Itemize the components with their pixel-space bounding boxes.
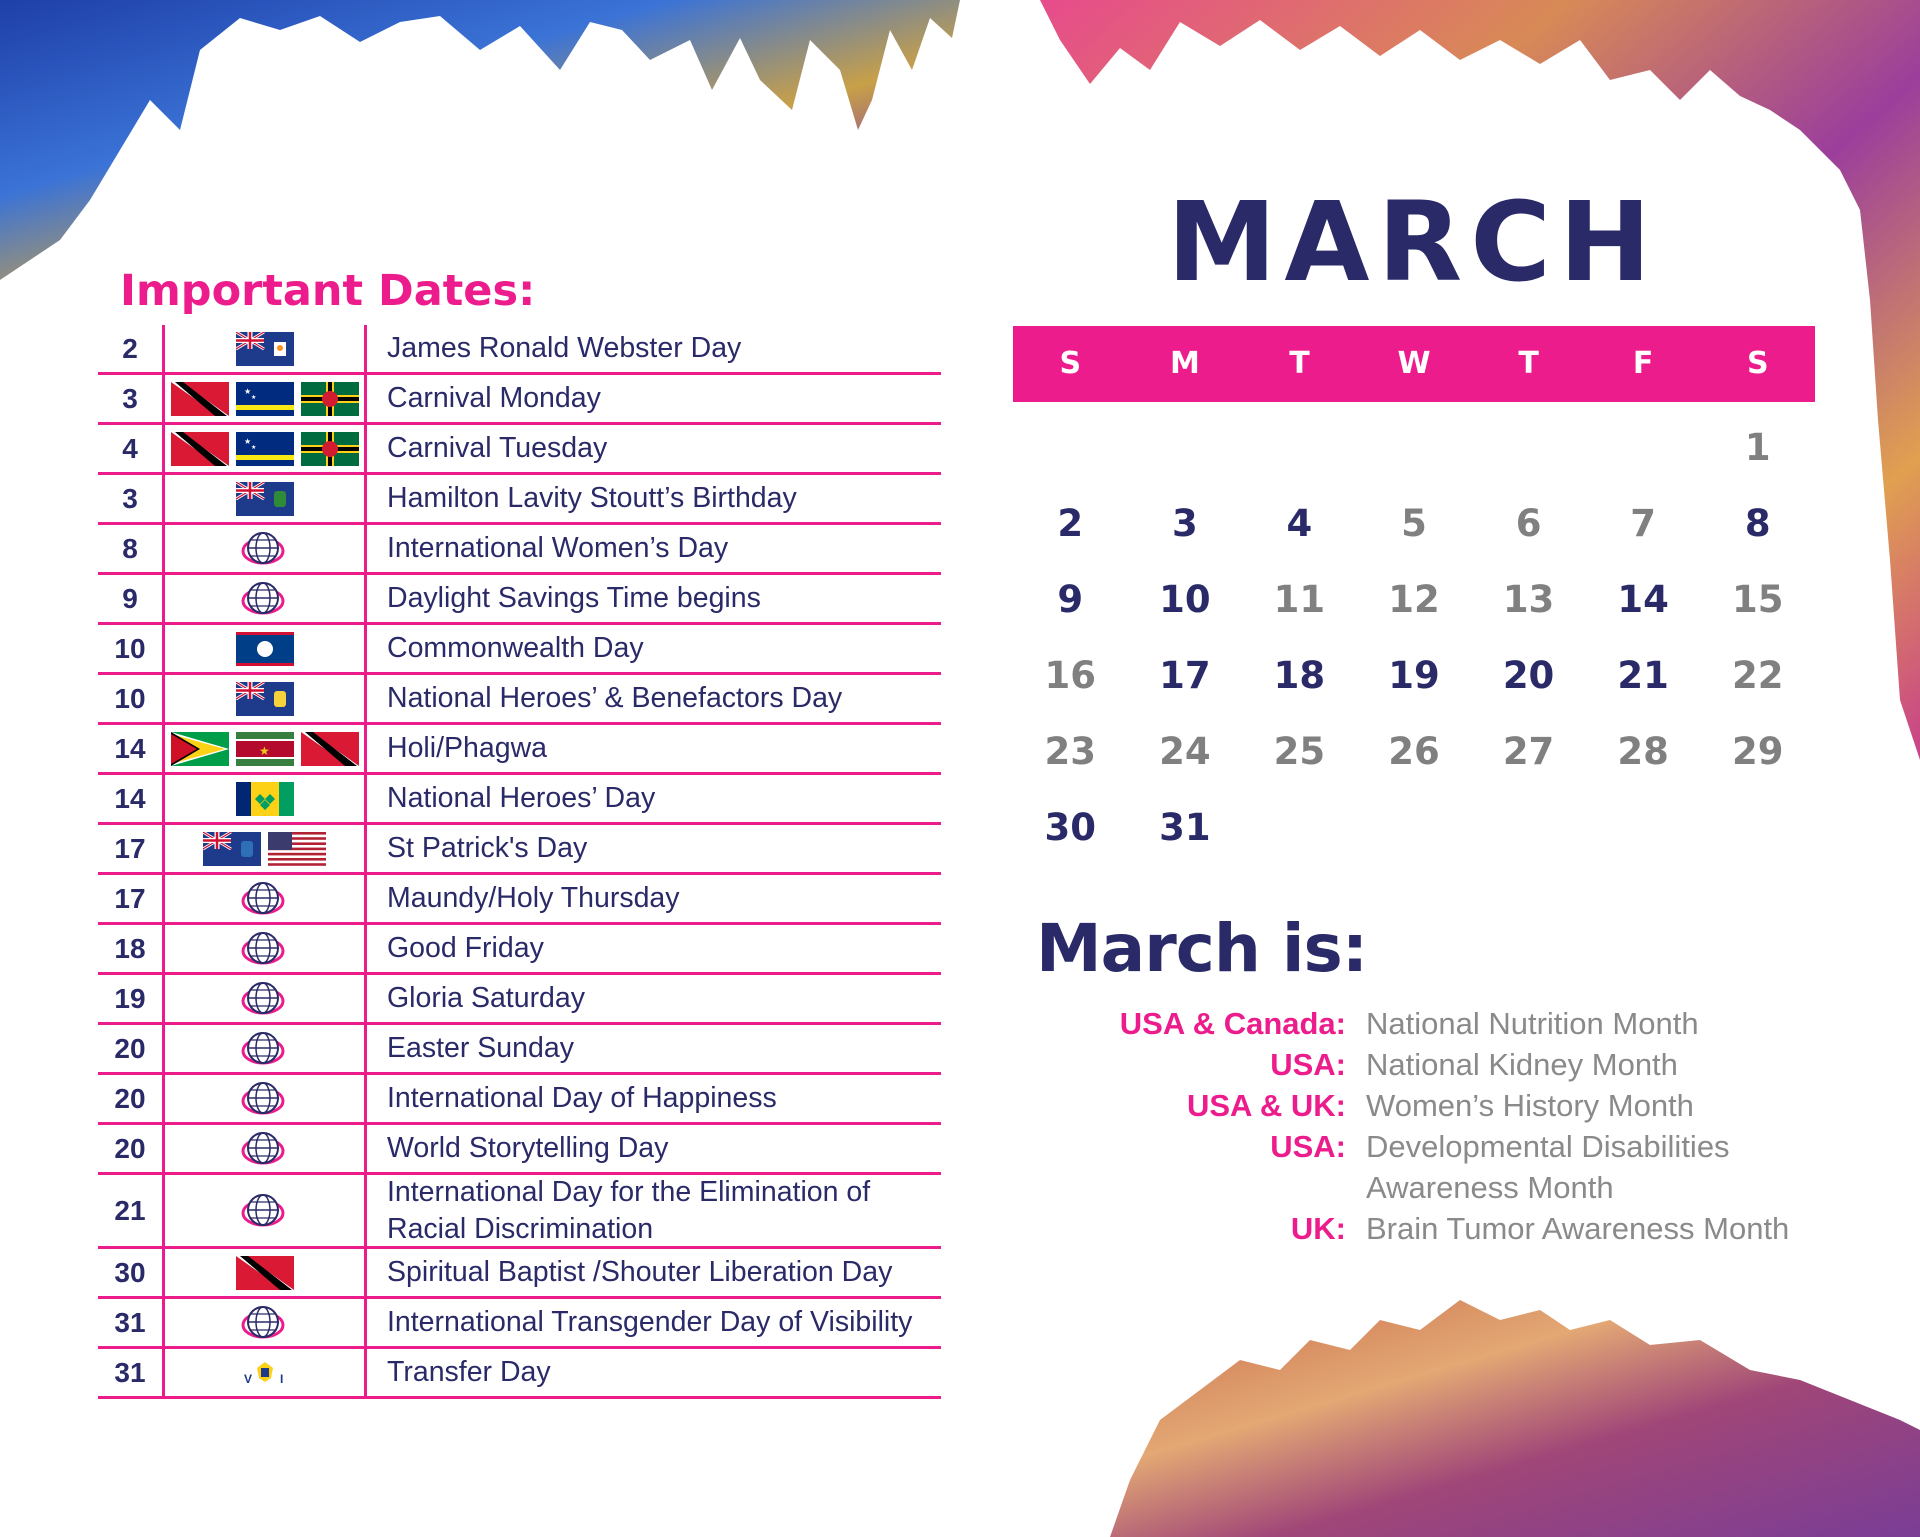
svg-text:★: ★ — [250, 394, 256, 401]
date-day: 20 — [114, 1082, 146, 1114]
date-flags — [162, 1299, 367, 1346]
calendar-day: 27 — [1502, 730, 1555, 773]
calendar-day: 8 — [1744, 502, 1771, 545]
date-row — [98, 825, 941, 875]
date-row — [98, 725, 941, 775]
calendar-grid — [1013, 410, 1815, 866]
date-event-name: Maundy/Holy Thursday — [387, 882, 680, 914]
date-event-name: Spiritual Baptist /Shouter Liberation Day — [387, 1256, 893, 1288]
calendar-empty-cell — [1586, 410, 1701, 486]
flag-usvi-icon — [236, 1356, 294, 1390]
globe-icon — [241, 527, 289, 571]
date-event-name: International Women’s Day — [387, 532, 729, 564]
flag-suriname-icon — [236, 732, 294, 766]
calendar-empty-cell — [1242, 410, 1357, 486]
calendar-day: 31 — [1159, 806, 1211, 849]
calendar-day: 20 — [1502, 654, 1555, 697]
weekday-label: S — [1059, 346, 1082, 381]
weekday-label: W — [1397, 346, 1431, 381]
observance-name: National Nutrition Month — [1366, 1006, 1699, 1041]
calendar-day: 30 — [1044, 806, 1097, 849]
date-day: 20 — [114, 1132, 146, 1164]
date-flags — [162, 475, 367, 522]
date-event-name: World Storytelling Day — [387, 1132, 669, 1164]
observance-region: UK: — [1290, 1211, 1346, 1246]
calendar-day: 7 — [1630, 502, 1656, 545]
date-day: 31 — [114, 1306, 146, 1338]
date-day: 30 — [114, 1256, 146, 1288]
globe-icon — [241, 1301, 289, 1345]
observance-name: Developmental Disabilities Awareness Month — [1366, 1129, 1730, 1205]
flag-trinidad-icon — [171, 382, 229, 416]
calendar-day: 29 — [1731, 730, 1784, 773]
date-flags — [162, 775, 367, 822]
flag-curacao-icon — [236, 432, 294, 466]
date-day: 14 — [114, 782, 146, 814]
date-day: 31 — [114, 1356, 146, 1388]
svg-text:V: V — [243, 1371, 252, 1386]
calendar-empty-cell — [1128, 410, 1243, 486]
date-flags — [162, 825, 367, 872]
observance-row — [1060, 1126, 1880, 1208]
calendar-day: 18 — [1273, 654, 1326, 697]
calendar-day: 3 — [1171, 502, 1198, 545]
date-flags — [162, 925, 367, 972]
date-row — [98, 1299, 941, 1349]
globe-icon — [241, 927, 289, 971]
flag-montserrat-icon — [203, 832, 261, 866]
date-flags — [162, 1025, 367, 1072]
flag-guyana-icon — [171, 732, 229, 766]
date-row — [98, 1175, 941, 1249]
date-flags — [162, 525, 367, 572]
date-flags — [162, 1175, 367, 1246]
important-dates-title: Important Dates: — [120, 266, 536, 316]
date-row — [98, 675, 941, 725]
date-day: 3 — [122, 482, 138, 514]
date-row — [98, 1075, 941, 1125]
date-day: 8 — [122, 532, 138, 564]
date-flags — [162, 1349, 367, 1396]
calendar-day: 19 — [1388, 654, 1440, 697]
date-event-name: International Day for the Elimination of Racial Discrimination — [387, 1175, 871, 1245]
date-day: 17 — [114, 832, 146, 864]
calendar-day: 2 — [1057, 502, 1084, 545]
svg-text:★: ★ — [243, 386, 251, 396]
date-event-name: Carnival Tuesday — [387, 432, 608, 464]
weekday-label: S — [1746, 346, 1769, 381]
globe-icon — [241, 1027, 289, 1071]
svg-text:★: ★ — [243, 436, 251, 446]
date-event-name: National Heroes’ & Benefactors Day — [387, 682, 843, 714]
calendar-day: 14 — [1617, 578, 1669, 621]
flag-dominica-icon — [301, 382, 359, 416]
globe-icon — [241, 577, 289, 621]
date-event-name: Carnival Monday — [387, 382, 601, 414]
date-event-name: James Ronald Webster Day — [387, 332, 742, 364]
date-flags — [162, 375, 367, 422]
date-row — [98, 325, 941, 375]
date-day: 18 — [114, 932, 146, 964]
date-row — [98, 475, 941, 525]
calendar-day: 25 — [1273, 730, 1326, 773]
calendar-day: 10 — [1159, 578, 1211, 621]
date-day: 4 — [122, 432, 138, 464]
observance-region: USA: — [1270, 1047, 1346, 1082]
calendar-empty-cell — [1357, 410, 1472, 486]
date-event-name: Easter Sunday — [387, 1032, 574, 1064]
weekday-label: T — [1518, 346, 1539, 381]
date-flags — [162, 325, 367, 372]
date-flags — [162, 625, 367, 672]
date-day: 10 — [114, 682, 146, 714]
weekday-label: F — [1632, 346, 1654, 381]
calendar-day: 26 — [1388, 730, 1440, 773]
date-day: 10 — [114, 632, 146, 664]
date-event-name: National Heroes’ Day — [387, 782, 656, 814]
calendar-day: 17 — [1159, 654, 1211, 697]
date-day: 14 — [114, 732, 146, 764]
calendar-day: 23 — [1044, 730, 1097, 773]
calendar-day: 16 — [1044, 654, 1097, 697]
date-day: 9 — [122, 582, 138, 614]
date-row — [98, 425, 941, 475]
flag-bvi-icon — [236, 482, 294, 516]
flag-belize-icon — [236, 632, 294, 666]
date-flags — [162, 725, 367, 772]
observance-region: USA & Canada: — [1119, 1006, 1346, 1041]
svg-text:★: ★ — [258, 743, 270, 758]
date-flags — [162, 975, 367, 1022]
date-day: 21 — [114, 1194, 146, 1226]
date-flags — [162, 875, 367, 922]
date-row — [98, 1249, 941, 1299]
date-event-name: Daylight Savings Time begins — [387, 582, 761, 614]
date-day: 17 — [114, 882, 146, 914]
observance-name: Women’s History Month — [1366, 1088, 1694, 1123]
calendar-day: 9 — [1057, 578, 1084, 621]
calendar-day: 11 — [1273, 578, 1326, 621]
flag-stvincent-icon — [236, 782, 294, 816]
calendar-day: 12 — [1388, 578, 1440, 621]
flag-trinidad-icon — [301, 732, 359, 766]
globe-icon — [241, 977, 289, 1021]
date-event-name: Good Friday — [387, 932, 544, 964]
observance-name: National Kidney Month — [1366, 1047, 1678, 1082]
weekday-header — [1013, 326, 1815, 402]
calendar-day: 21 — [1617, 654, 1669, 697]
date-event-name: Gloria Saturday — [387, 982, 586, 1014]
date-flags — [162, 1075, 367, 1122]
observance-region: USA: — [1270, 1129, 1346, 1164]
date-event-name: International Day of Happiness — [387, 1082, 777, 1114]
date-event-name: St Patrick's Day — [387, 832, 588, 864]
calendar-day: 4 — [1286, 502, 1313, 545]
observances-title: March is: — [1036, 910, 1368, 987]
observances-list — [1060, 1003, 1880, 1249]
date-event-name: Commonwealth Day — [387, 632, 644, 664]
calendar-empty-cell — [1013, 410, 1128, 486]
date-row — [98, 925, 941, 975]
date-event-name: International Transgender Day of Visibility — [387, 1306, 913, 1338]
svg-text:I: I — [279, 1371, 283, 1386]
month-title: MARCH — [1166, 178, 1660, 306]
important-dates-table — [98, 325, 941, 1399]
flag-dominica-icon — [301, 432, 359, 466]
date-row — [98, 775, 941, 825]
globe-icon — [241, 1077, 289, 1121]
date-flags — [162, 1125, 367, 1172]
weekday-label: M — [1169, 346, 1200, 381]
date-row — [98, 975, 941, 1025]
date-flags — [162, 575, 367, 622]
date-row — [98, 375, 941, 425]
date-event-name: Holi/Phagwa — [387, 732, 548, 764]
calendar-day: 1 — [1744, 426, 1771, 469]
calendar-day: 24 — [1159, 730, 1211, 773]
flag-turks-icon — [236, 682, 294, 716]
observance-row — [1060, 1003, 1880, 1044]
date-flags — [162, 675, 367, 722]
observance-row — [1060, 1044, 1880, 1085]
date-event-name: Hamilton Lavity Stoutt’s Birthday — [387, 482, 797, 514]
date-row — [98, 1349, 941, 1399]
calendar-day: 15 — [1731, 578, 1784, 621]
calendar-day: 28 — [1617, 730, 1669, 773]
globe-icon — [241, 1127, 289, 1171]
observance-row — [1060, 1208, 1880, 1249]
date-flags — [162, 1249, 367, 1296]
calendar-day: 6 — [1515, 502, 1542, 545]
date-day: 19 — [114, 982, 146, 1014]
date-event-name: Transfer Day — [387, 1356, 551, 1388]
date-day: 2 — [122, 332, 138, 364]
date-day: 3 — [122, 382, 138, 414]
date-row — [98, 575, 941, 625]
flag-trinidad-icon — [171, 432, 229, 466]
date-row — [98, 525, 941, 575]
date-flags — [162, 425, 367, 472]
observance-row — [1060, 1085, 1880, 1126]
observance-name: Brain Tumor Awareness Month — [1366, 1211, 1790, 1246]
flag-anguilla-icon — [236, 332, 294, 366]
flag-trinidad-icon — [236, 1256, 294, 1290]
date-row — [98, 1125, 941, 1175]
calendar-day: 5 — [1401, 502, 1427, 545]
globe-icon — [241, 1189, 289, 1233]
observance-region: USA & UK: — [1186, 1088, 1346, 1123]
flag-usa-icon — [268, 832, 326, 866]
calendar-day: 13 — [1502, 578, 1555, 621]
weekday-label: T — [1289, 346, 1310, 381]
date-row — [98, 875, 941, 925]
date-row — [98, 1025, 941, 1075]
calendar-day: 22 — [1731, 654, 1784, 697]
globe-icon — [241, 877, 289, 921]
date-day: 20 — [114, 1032, 146, 1064]
calendar-empty-cell — [1471, 410, 1586, 486]
date-row — [98, 625, 941, 675]
svg-text:★: ★ — [250, 444, 256, 451]
flag-curacao-icon — [236, 382, 294, 416]
